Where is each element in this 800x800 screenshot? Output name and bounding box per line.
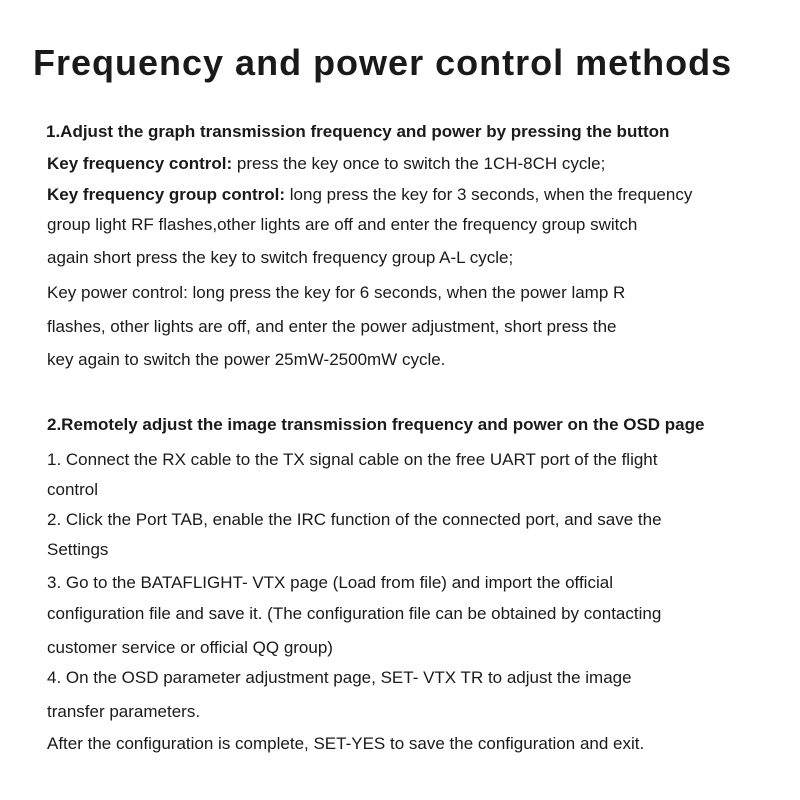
key-frequency-label: Key frequency control: <box>47 154 233 173</box>
step4-line2: transfer parameters. <box>47 702 201 721</box>
step1-line1: 1. Connect the RX cable to the TX signal cable on the free UART port of the flight <box>47 450 658 469</box>
key-frequency-control <box>47 154 605 174</box>
key-power-line2: flashes, other lights are off, and enter the power adjustment, short press the <box>47 317 617 336</box>
key-group-line2: group light RF flashes,other lights are off and enter the frequency group switch <box>47 215 638 234</box>
step3-line3: customer service or official QQ group) <box>47 638 333 657</box>
step2-line1: 2. Click the Port TAB, enable the IRC function of the connected port, and save the <box>47 510 662 529</box>
step3-line1: 3. Go to the BATAFLIGHT- VTX page (Load from file) and import the official <box>47 573 613 592</box>
final-line: After the configuration is complete, SET-YES to save the configuration and exit. <box>47 734 645 753</box>
key-power-line3: key again to switch the power 25mW-2500mW cycle. <box>47 350 446 369</box>
step4-line1: 4. On the OSD parameter adjustment page, SET- VTX TR to adjust the image <box>47 668 632 687</box>
section2-heading: 2.Remotely adjust the image transmission frequency and power on the OSD page <box>47 415 705 434</box>
key-power-line1: Key power control: long press the key for 6 seconds, when the power lamp R <box>47 283 626 302</box>
step3-line2: configuration file and save it. (The configuration file can be obtained by contacting <box>47 604 662 623</box>
step1-line2: control <box>47 480 99 499</box>
key-frequency-text: press the key once to switch the 1CH-8CH cycle; <box>232 154 606 173</box>
step2-line2: Settings <box>47 540 109 559</box>
key-group-line3: again short press the key to switch frequency group A-L cycle; <box>47 248 514 267</box>
key-group-label: Key frequency group control: <box>47 185 286 204</box>
key-frequency-group-control <box>47 185 692 205</box>
page-title: Frequency and power control methods <box>33 42 733 83</box>
key-group-text: long press the key for 3 seconds, when the frequency <box>285 185 693 204</box>
section1-heading: 1.Adjust the graph transmission frequency and power by pressing the button <box>46 122 670 141</box>
